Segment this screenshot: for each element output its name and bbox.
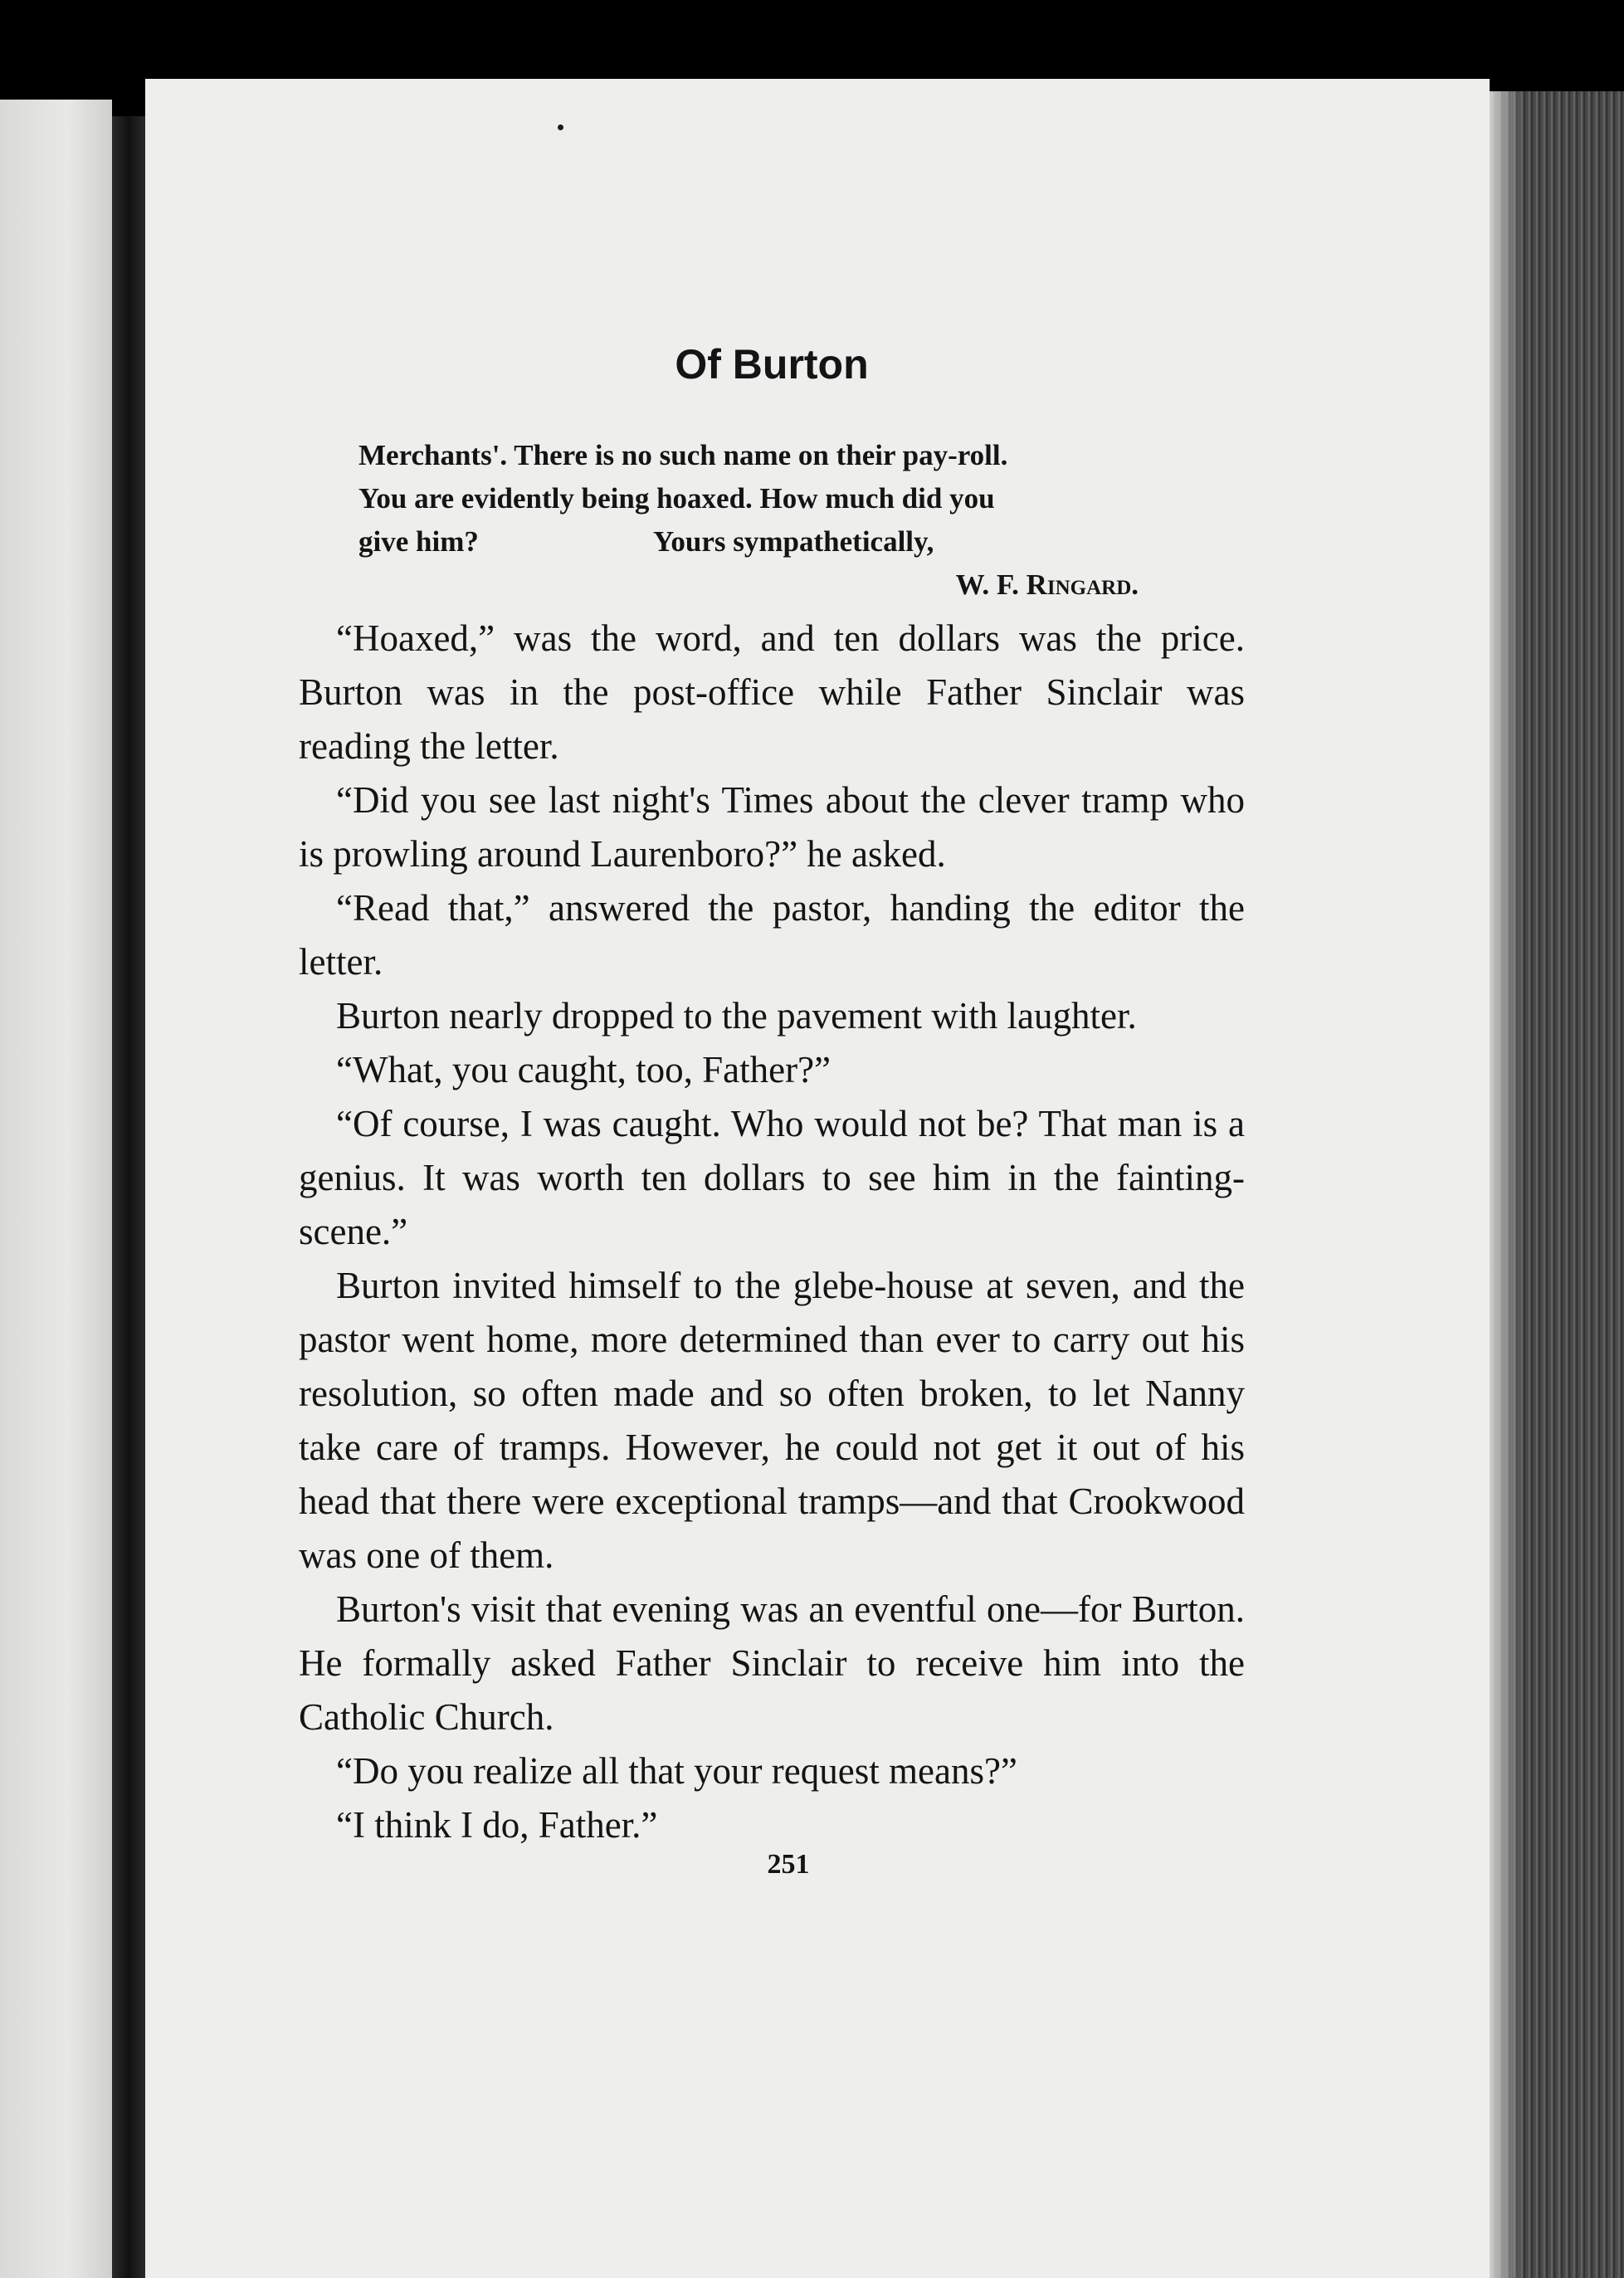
running-head: Of Burton xyxy=(675,341,869,388)
paragraph: “Read that,” answered the pastor, handing the editor the letter. xyxy=(299,887,1245,983)
book-gutter xyxy=(112,116,145,2278)
letter-closing: Yours sympathetically, xyxy=(653,525,934,558)
paragraph: “Did you see last night's Times about the clever tramp who is prowling around Laurenboro?” he asked. xyxy=(299,779,1245,875)
letter-line: Merchants'. There is no such name on their pay-roll. xyxy=(358,439,1008,471)
letter-line: give him? xyxy=(358,525,479,558)
letter-closing-line xyxy=(358,520,1188,563)
page-edge-shadow xyxy=(1490,91,1523,2278)
page-text-block xyxy=(299,340,1245,1880)
previous-page-edge xyxy=(0,100,112,2278)
paragraph: “What, you caught, too, Father?” xyxy=(336,1049,832,1090)
paragraph: Burton's visit that evening was an eventful one—for Burton. He formally asked Father Sinclair to receive him into the Catholic Church. xyxy=(299,1588,1245,1738)
paragraph: “Do you realize all that your request means?” xyxy=(336,1750,1017,1792)
ink-speck xyxy=(558,124,563,130)
letter-signature: W. F. Ringard. xyxy=(955,568,1139,601)
letter-line: You are evidently being hoaxed. How much did you xyxy=(358,482,995,515)
quoted-letter xyxy=(358,434,1188,607)
paragraph: “I think I do, Father.” xyxy=(336,1804,658,1846)
paragraph: Burton invited himself to the glebe-house at seven, and the pastor went home, more determined than ever to carry out his resolution, so often made and so often broken, to let Nanny take care of tramps. However, he could not get it out of his head that there were exceptional tramps—and that Crookwood was one of them. xyxy=(299,1265,1245,1576)
paragraph: “Of course, I was caught. Who would not be? That man is a genius. It was worth ten dollars to see him in the fainting-scene.” xyxy=(299,1103,1245,1252)
body-text xyxy=(299,612,1245,1852)
page-number: 251 xyxy=(767,1849,810,1880)
paragraph: “Hoaxed,” was the word, and ten dollars was the price. Burton was in the post-office while Father Sinclair was reading the letter. xyxy=(299,617,1245,767)
paragraph: Burton nearly dropped to the pavement with laughter. xyxy=(336,995,1137,1037)
